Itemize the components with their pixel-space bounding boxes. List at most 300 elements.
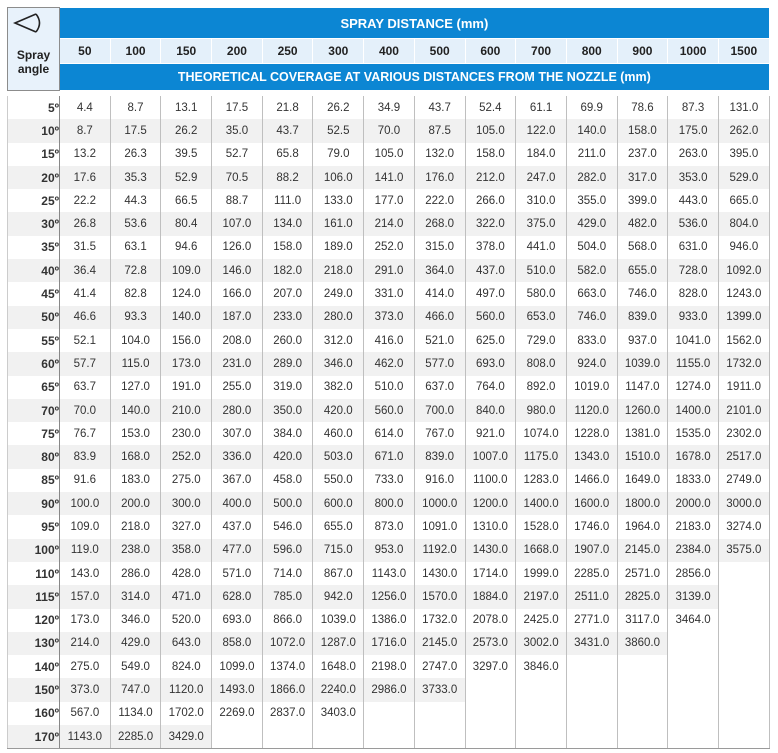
coverage-cell: 124.0 (161, 282, 212, 305)
coverage-cell: 255.0 (212, 376, 263, 399)
table-row (8, 306, 770, 329)
coverage-cell: 3403.0 (313, 702, 364, 725)
coverage-cell: 210.0 (161, 399, 212, 422)
coverage-cell: 643.0 (161, 632, 212, 655)
coverage-cell: 70.5 (212, 166, 263, 189)
coverage-cell: 2856.0 (668, 562, 719, 585)
coverage-cell: 189.0 (313, 236, 364, 259)
coverage-cell: 1072.0 (262, 632, 313, 655)
coverage-cell: 214.0 (364, 212, 415, 235)
coverage-cell: 17.6 (60, 166, 111, 189)
coverage-cell: 3431.0 (566, 632, 617, 655)
coverage-cell (718, 678, 769, 701)
coverage-cell: 143.0 (60, 562, 111, 585)
coverage-cell: 504.0 (566, 236, 617, 259)
coverage-cell: 693.0 (465, 352, 516, 375)
spray-angle-cell: 30º (8, 212, 60, 235)
coverage-cell (313, 725, 364, 749)
coverage-cell (617, 678, 668, 701)
coverage-cell: 4.4 (60, 96, 111, 119)
coverage-cell: 382.0 (313, 376, 364, 399)
coverage-cell: 105.0 (364, 143, 415, 166)
coverage-cell: 2078.0 (465, 609, 516, 632)
coverage-cell: 200.0 (110, 492, 161, 515)
table-row (8, 469, 770, 492)
coverage-cell (516, 678, 567, 701)
spray-angle-header (8, 8, 60, 91)
coverage-cell: 208.0 (212, 329, 263, 352)
coverage-cell: 122.0 (516, 119, 567, 142)
coverage-cell: 1120.0 (161, 678, 212, 701)
spray-angle-cell: 140º (8, 655, 60, 678)
coverage-cell: 665.0 (718, 189, 769, 212)
coverage-cell: 280.0 (212, 399, 263, 422)
coverage-cell: 1099.0 (212, 655, 263, 678)
coverage-cell: 700.0 (414, 399, 465, 422)
coverage-cell: 1120.0 (566, 399, 617, 422)
coverage-cell: 87.5 (414, 119, 465, 142)
coverage-cell: 582.0 (566, 259, 617, 282)
coverage-cell: 105.0 (465, 119, 516, 142)
coverage-cell (566, 655, 617, 678)
spray-angle-label-line1: Spray (16, 48, 51, 62)
distance-header-cell: 250 (262, 39, 313, 64)
coverage-cell: 317.0 (617, 166, 668, 189)
coverage-cell: 1648.0 (313, 655, 364, 678)
coverage-cell (718, 655, 769, 678)
coverage-cell: 1092.0 (718, 259, 769, 282)
coverage-cell: 52.7 (212, 143, 263, 166)
coverage-cell: 39.5 (161, 143, 212, 166)
coverage-cell: 2573.0 (465, 632, 516, 655)
coverage-cell: 115.0 (110, 352, 161, 375)
coverage-cell: 252.0 (364, 236, 415, 259)
coverage-cell: 2000.0 (668, 492, 719, 515)
coverage-cell: 52.5 (313, 119, 364, 142)
coverage-cell: 858.0 (212, 632, 263, 655)
coverage-cell: 1007.0 (465, 445, 516, 468)
coverage-cell: 187.0 (212, 306, 263, 329)
coverage-cell: 355.0 (566, 189, 617, 212)
coverage-cell: 307.0 (212, 422, 263, 445)
coverage-cell: 1746.0 (566, 515, 617, 538)
coverage-cell: 980.0 (516, 399, 567, 422)
spray-angle-cell: 80º (8, 445, 60, 468)
coverage-cell: 1100.0 (465, 469, 516, 492)
table-row (8, 609, 770, 632)
coverage-cell: 94.6 (161, 236, 212, 259)
distance-header-cell: 1000 (668, 39, 719, 64)
coverage-cell: 458.0 (262, 469, 313, 492)
coverage-cell: 291.0 (364, 259, 415, 282)
coverage-cell: 808.0 (516, 352, 567, 375)
coverage-cell: 747.0 (110, 678, 161, 701)
coverage-cell: 331.0 (364, 282, 415, 305)
table-row (8, 236, 770, 259)
coverage-cell: 693.0 (212, 609, 263, 632)
coverage-cell: 13.2 (60, 143, 111, 166)
coverage-cell: 942.0 (313, 585, 364, 608)
spray-angle-cell: 45º (8, 282, 60, 305)
coverage-cell: 230.0 (161, 422, 212, 445)
coverage-cell: 26.3 (110, 143, 161, 166)
coverage-cell: 153.0 (110, 422, 161, 445)
coverage-cell: 69.9 (566, 96, 617, 119)
coverage-cell: 429.0 (110, 632, 161, 655)
coverage-cell: 107.0 (212, 212, 263, 235)
coverage-cell: 161.0 (313, 212, 364, 235)
coverage-cell: 1310.0 (465, 515, 516, 538)
coverage-cell: 52.1 (60, 329, 111, 352)
coverage-cell: 140.0 (110, 399, 161, 422)
coverage-cell: 1400.0 (516, 492, 567, 515)
coverage-cell: 546.0 (262, 515, 313, 538)
coverage-cell: 500.0 (262, 492, 313, 515)
coverage-cell: 916.0 (414, 469, 465, 492)
coverage-cell: 146.0 (212, 259, 263, 282)
coverage-cell: 1964.0 (617, 515, 668, 538)
coverage-cell: 937.0 (617, 329, 668, 352)
coverage-cell: 322.0 (465, 212, 516, 235)
coverage-cell: 1570.0 (414, 585, 465, 608)
coverage-cell: 156.0 (161, 329, 212, 352)
spray-angle-cell: 55º (8, 329, 60, 352)
coverage-cell (465, 725, 516, 749)
spray-angle-cell: 75º (8, 422, 60, 445)
spray-angle-label-line2: angle (17, 62, 50, 76)
coverage-cell: 76.7 (60, 422, 111, 445)
coverage-cell: 262.0 (718, 119, 769, 142)
spray-angle-cell: 110º (8, 562, 60, 585)
coverage-cell: 319.0 (262, 376, 313, 399)
distance-header-cell: 800 (566, 39, 617, 64)
coverage-cell (718, 725, 769, 749)
coverage-cell: 26.2 (161, 119, 212, 142)
coverage-cell: 286.0 (110, 562, 161, 585)
coverage-cell: 249.0 (313, 282, 364, 305)
coverage-cell: 336.0 (212, 445, 263, 468)
coverage-cell: 63.1 (110, 236, 161, 259)
coverage-cell: 80.4 (161, 212, 212, 235)
coverage-cell: 70.0 (364, 119, 415, 142)
table-row (8, 282, 770, 305)
coverage-cell: 1386.0 (364, 609, 415, 632)
coverage-cell: 3733.0 (414, 678, 465, 701)
coverage-cell: 3846.0 (516, 655, 567, 678)
coverage-cell: 2837.0 (262, 702, 313, 725)
coverage-cell: 1702.0 (161, 702, 212, 725)
coverage-cell: 577.0 (414, 352, 465, 375)
coverage-cell: 36.4 (60, 259, 111, 282)
coverage-cell: 134.0 (262, 212, 313, 235)
coverage-cell: 1287.0 (313, 632, 364, 655)
coverage-cell: 310.0 (516, 189, 567, 212)
coverage-cell: 3002.0 (516, 632, 567, 655)
coverage-cell: 52.9 (161, 166, 212, 189)
spray-angle-cell: 115º (8, 585, 60, 608)
coverage-cell: 375.0 (516, 212, 567, 235)
coverage-cell: 671.0 (364, 445, 415, 468)
coverage-cell: 1668.0 (516, 539, 567, 562)
coverage-cell: 443.0 (668, 189, 719, 212)
coverage-cell: 1192.0 (414, 539, 465, 562)
coverage-cell: 2749.0 (718, 469, 769, 492)
table-row (8, 329, 770, 352)
coverage-cell (414, 725, 465, 749)
coverage-cell: 91.6 (60, 469, 111, 492)
coverage-cell: 1074.0 (516, 422, 567, 445)
coverage-cell: 462.0 (364, 352, 415, 375)
table-row (8, 678, 770, 701)
coverage-cell: 57.7 (60, 352, 111, 375)
table-row (8, 422, 770, 445)
distance-header-cell: 700 (516, 39, 567, 64)
spray-angle-cell: 5º (8, 96, 60, 119)
coverage-cell: 312.0 (313, 329, 364, 352)
coverage-cell: 1200.0 (465, 492, 516, 515)
coverage-cell: 428.0 (161, 562, 212, 585)
coverage-cell: 1147.0 (617, 376, 668, 399)
coverage-cell: 1041.0 (668, 329, 719, 352)
coverage-cell: 714.0 (262, 562, 313, 585)
distance-header-cell: 100 (110, 39, 161, 64)
table-row (8, 585, 770, 608)
spray-angle-cell: 85º (8, 469, 60, 492)
coverage-cell: 26.8 (60, 212, 111, 235)
coverage-cell: 2511.0 (566, 585, 617, 608)
spray-angle-cell: 25º (8, 189, 60, 212)
coverage-cell: 550.0 (313, 469, 364, 492)
coverage-cell: 520.0 (161, 609, 212, 632)
coverage-cell: 466.0 (414, 306, 465, 329)
coverage-cell: 1143.0 (60, 725, 111, 749)
coverage-rows (8, 96, 770, 749)
coverage-cell: 655.0 (617, 259, 668, 282)
spray-angle-cell: 150º (8, 678, 60, 701)
coverage-cell: 420.0 (262, 445, 313, 468)
coverage-cell (262, 725, 313, 749)
coverage-cell: 275.0 (60, 655, 111, 678)
coverage-cell: 1510.0 (617, 445, 668, 468)
table-row (8, 632, 770, 655)
coverage-cell: 191.0 (161, 376, 212, 399)
coverage-cell: 346.0 (313, 352, 364, 375)
coverage-cell: 2101.0 (718, 399, 769, 422)
coverage-cell: 933.0 (668, 306, 719, 329)
distance-header-cell: 600 (465, 39, 516, 64)
coverage-cell: 1714.0 (465, 562, 516, 585)
coverage-cell: 1399.0 (718, 306, 769, 329)
spray-angle-cell: 70º (8, 399, 60, 422)
table-row (8, 352, 770, 375)
coverage-cell: 416.0 (364, 329, 415, 352)
table-header (8, 8, 770, 97)
coverage-cell: 384.0 (262, 422, 313, 445)
coverage-cell (668, 632, 719, 655)
coverage-cell: 924.0 (566, 352, 617, 375)
coverage-cell: 207.0 (262, 282, 313, 305)
coverage-cell: 1381.0 (617, 422, 668, 445)
table-row (8, 702, 770, 725)
coverage-cell: 63.7 (60, 376, 111, 399)
coverage-cell: 83.9 (60, 445, 111, 468)
coverage-cell: 1800.0 (617, 492, 668, 515)
coverage-cell (617, 725, 668, 749)
coverage-cell: 399.0 (617, 189, 668, 212)
coverage-cell: 3274.0 (718, 515, 769, 538)
coverage-cell: 1260.0 (617, 399, 668, 422)
coverage-cell: 2145.0 (414, 632, 465, 655)
coverage-cell: 2269.0 (212, 702, 263, 725)
coverage-cell: 350.0 (262, 399, 313, 422)
coverage-cell: 140.0 (566, 119, 617, 142)
coverage-cell: 13.1 (161, 96, 212, 119)
coverage-cell (465, 678, 516, 701)
coverage-cell: 175.0 (668, 119, 719, 142)
coverage-cell: 2302.0 (718, 422, 769, 445)
coverage-cell (516, 725, 567, 749)
coverage-cell: 628.0 (212, 585, 263, 608)
coverage-cell: 1243.0 (718, 282, 769, 305)
coverage-cell: 119.0 (60, 539, 111, 562)
coverage-cell (465, 702, 516, 725)
coverage-cell: 263.0 (668, 143, 719, 166)
coverage-cell: 873.0 (364, 515, 415, 538)
coverage-cell (668, 725, 719, 749)
coverage-cell: 1091.0 (414, 515, 465, 538)
coverage-cell: 65.8 (262, 143, 313, 166)
coverage-cell: 804.0 (718, 212, 769, 235)
coverage-cell: 2986.0 (364, 678, 415, 701)
coverage-cell: 260.0 (262, 329, 313, 352)
coverage-cell: 1343.0 (566, 445, 617, 468)
coverage-cell: 88.7 (212, 189, 263, 212)
coverage-cell: 420.0 (313, 399, 364, 422)
coverage-cell: 166.0 (212, 282, 263, 305)
table-row (8, 259, 770, 282)
distance-header-cell: 900 (617, 39, 668, 64)
coverage-cell: 1678.0 (668, 445, 719, 468)
coverage-cell: 560.0 (465, 306, 516, 329)
coverage-cell: 53.6 (110, 212, 161, 235)
spray-coverage-table (7, 7, 770, 749)
coverage-cell: 437.0 (465, 259, 516, 282)
coverage-cell (212, 725, 263, 749)
coverage-cell: 300.0 (161, 492, 212, 515)
coverage-cell: 43.7 (414, 96, 465, 119)
coverage-cell: 746.0 (617, 282, 668, 305)
coverage-cell: 79.0 (313, 143, 364, 166)
coverage-cell: 3429.0 (161, 725, 212, 749)
distance-header-cell: 1500 (718, 39, 769, 64)
coverage-cell: 3464.0 (668, 609, 719, 632)
coverage-cell: 1175.0 (516, 445, 567, 468)
coverage-cell: 2285.0 (566, 562, 617, 585)
nozzle-spray-icon (8, 8, 59, 38)
table-row (8, 562, 770, 585)
table-row (8, 445, 770, 468)
coverage-cell: 614.0 (364, 422, 415, 445)
spray-angle-cell: 120º (8, 609, 60, 632)
spray-angle-cell: 35º (8, 236, 60, 259)
coverage-cell: 127.0 (110, 376, 161, 399)
coverage-cell: 471.0 (161, 585, 212, 608)
coverage-cell: 2425.0 (516, 609, 567, 632)
spray-angle-cell: 90º (8, 492, 60, 515)
coverage-cell: 1039.0 (617, 352, 668, 375)
coverage-cell: 70.0 (60, 399, 111, 422)
coverage-cell: 1535.0 (668, 422, 719, 445)
coverage-cell: 1716.0 (364, 632, 415, 655)
table-row (8, 399, 770, 422)
coverage-cell: 580.0 (516, 282, 567, 305)
coverage-cell: 157.0 (60, 585, 111, 608)
coverage-cell: 1019.0 (566, 376, 617, 399)
coverage-cell: 521.0 (414, 329, 465, 352)
coverage-cell: 82.8 (110, 282, 161, 305)
coverage-cell: 373.0 (60, 678, 111, 701)
coverage-cell: 22.2 (60, 189, 111, 212)
table-row (8, 539, 770, 562)
spray-angle-cell: 170º (8, 725, 60, 749)
coverage-cell: 140.0 (161, 306, 212, 329)
coverage-cell (718, 585, 769, 608)
coverage-cell: 2771.0 (566, 609, 617, 632)
coverage-cell: 3860.0 (617, 632, 668, 655)
coverage-cell: 93.3 (110, 306, 161, 329)
coverage-cell: 715.0 (313, 539, 364, 562)
coverage-cell: 1493.0 (212, 678, 263, 701)
coverage-cell: 268.0 (414, 212, 465, 235)
spray-angle-cell: 95º (8, 515, 60, 538)
coverage-cell: 52.4 (465, 96, 516, 119)
coverage-cell (668, 678, 719, 701)
coverage-cell: 158.0 (262, 236, 313, 259)
spray-angle-cell: 15º (8, 143, 60, 166)
coverage-cell: 218.0 (313, 259, 364, 282)
coverage-cell: 441.0 (516, 236, 567, 259)
coverage-cell: 176.0 (414, 166, 465, 189)
table-row (8, 515, 770, 538)
spray-angle-cell: 130º (8, 632, 60, 655)
coverage-cell: 238.0 (110, 539, 161, 562)
coverage-cell: 1600.0 (566, 492, 617, 515)
coverage-cell (668, 702, 719, 725)
coverage-cell (617, 655, 668, 678)
coverage-cell: 158.0 (617, 119, 668, 142)
coverage-cell: 567.0 (60, 702, 111, 725)
coverage-cell: 212.0 (465, 166, 516, 189)
coverage-cell: 414.0 (414, 282, 465, 305)
coverage-cell: 247.0 (516, 166, 567, 189)
coverage-cell: 767.0 (414, 422, 465, 445)
coverage-cell: 1000.0 (414, 492, 465, 515)
coverage-cell: 482.0 (617, 212, 668, 235)
coverage-cell: 785.0 (262, 585, 313, 608)
coverage-cell: 3575.0 (718, 539, 769, 562)
coverage-cell: 131.0 (718, 96, 769, 119)
coverage-cell: 800.0 (364, 492, 415, 515)
spray-angle-cell: 10º (8, 119, 60, 142)
coverage-cell: 833.0 (566, 329, 617, 352)
distance-header-cell: 300 (313, 39, 364, 64)
coverage-cell (718, 609, 769, 632)
coverage-cell: 1155.0 (668, 352, 719, 375)
coverage-cell: 35.0 (212, 119, 263, 142)
coverage-cell: 158.0 (465, 143, 516, 166)
coverage-cell: 46.6 (60, 306, 111, 329)
coverage-cell: 477.0 (212, 539, 263, 562)
